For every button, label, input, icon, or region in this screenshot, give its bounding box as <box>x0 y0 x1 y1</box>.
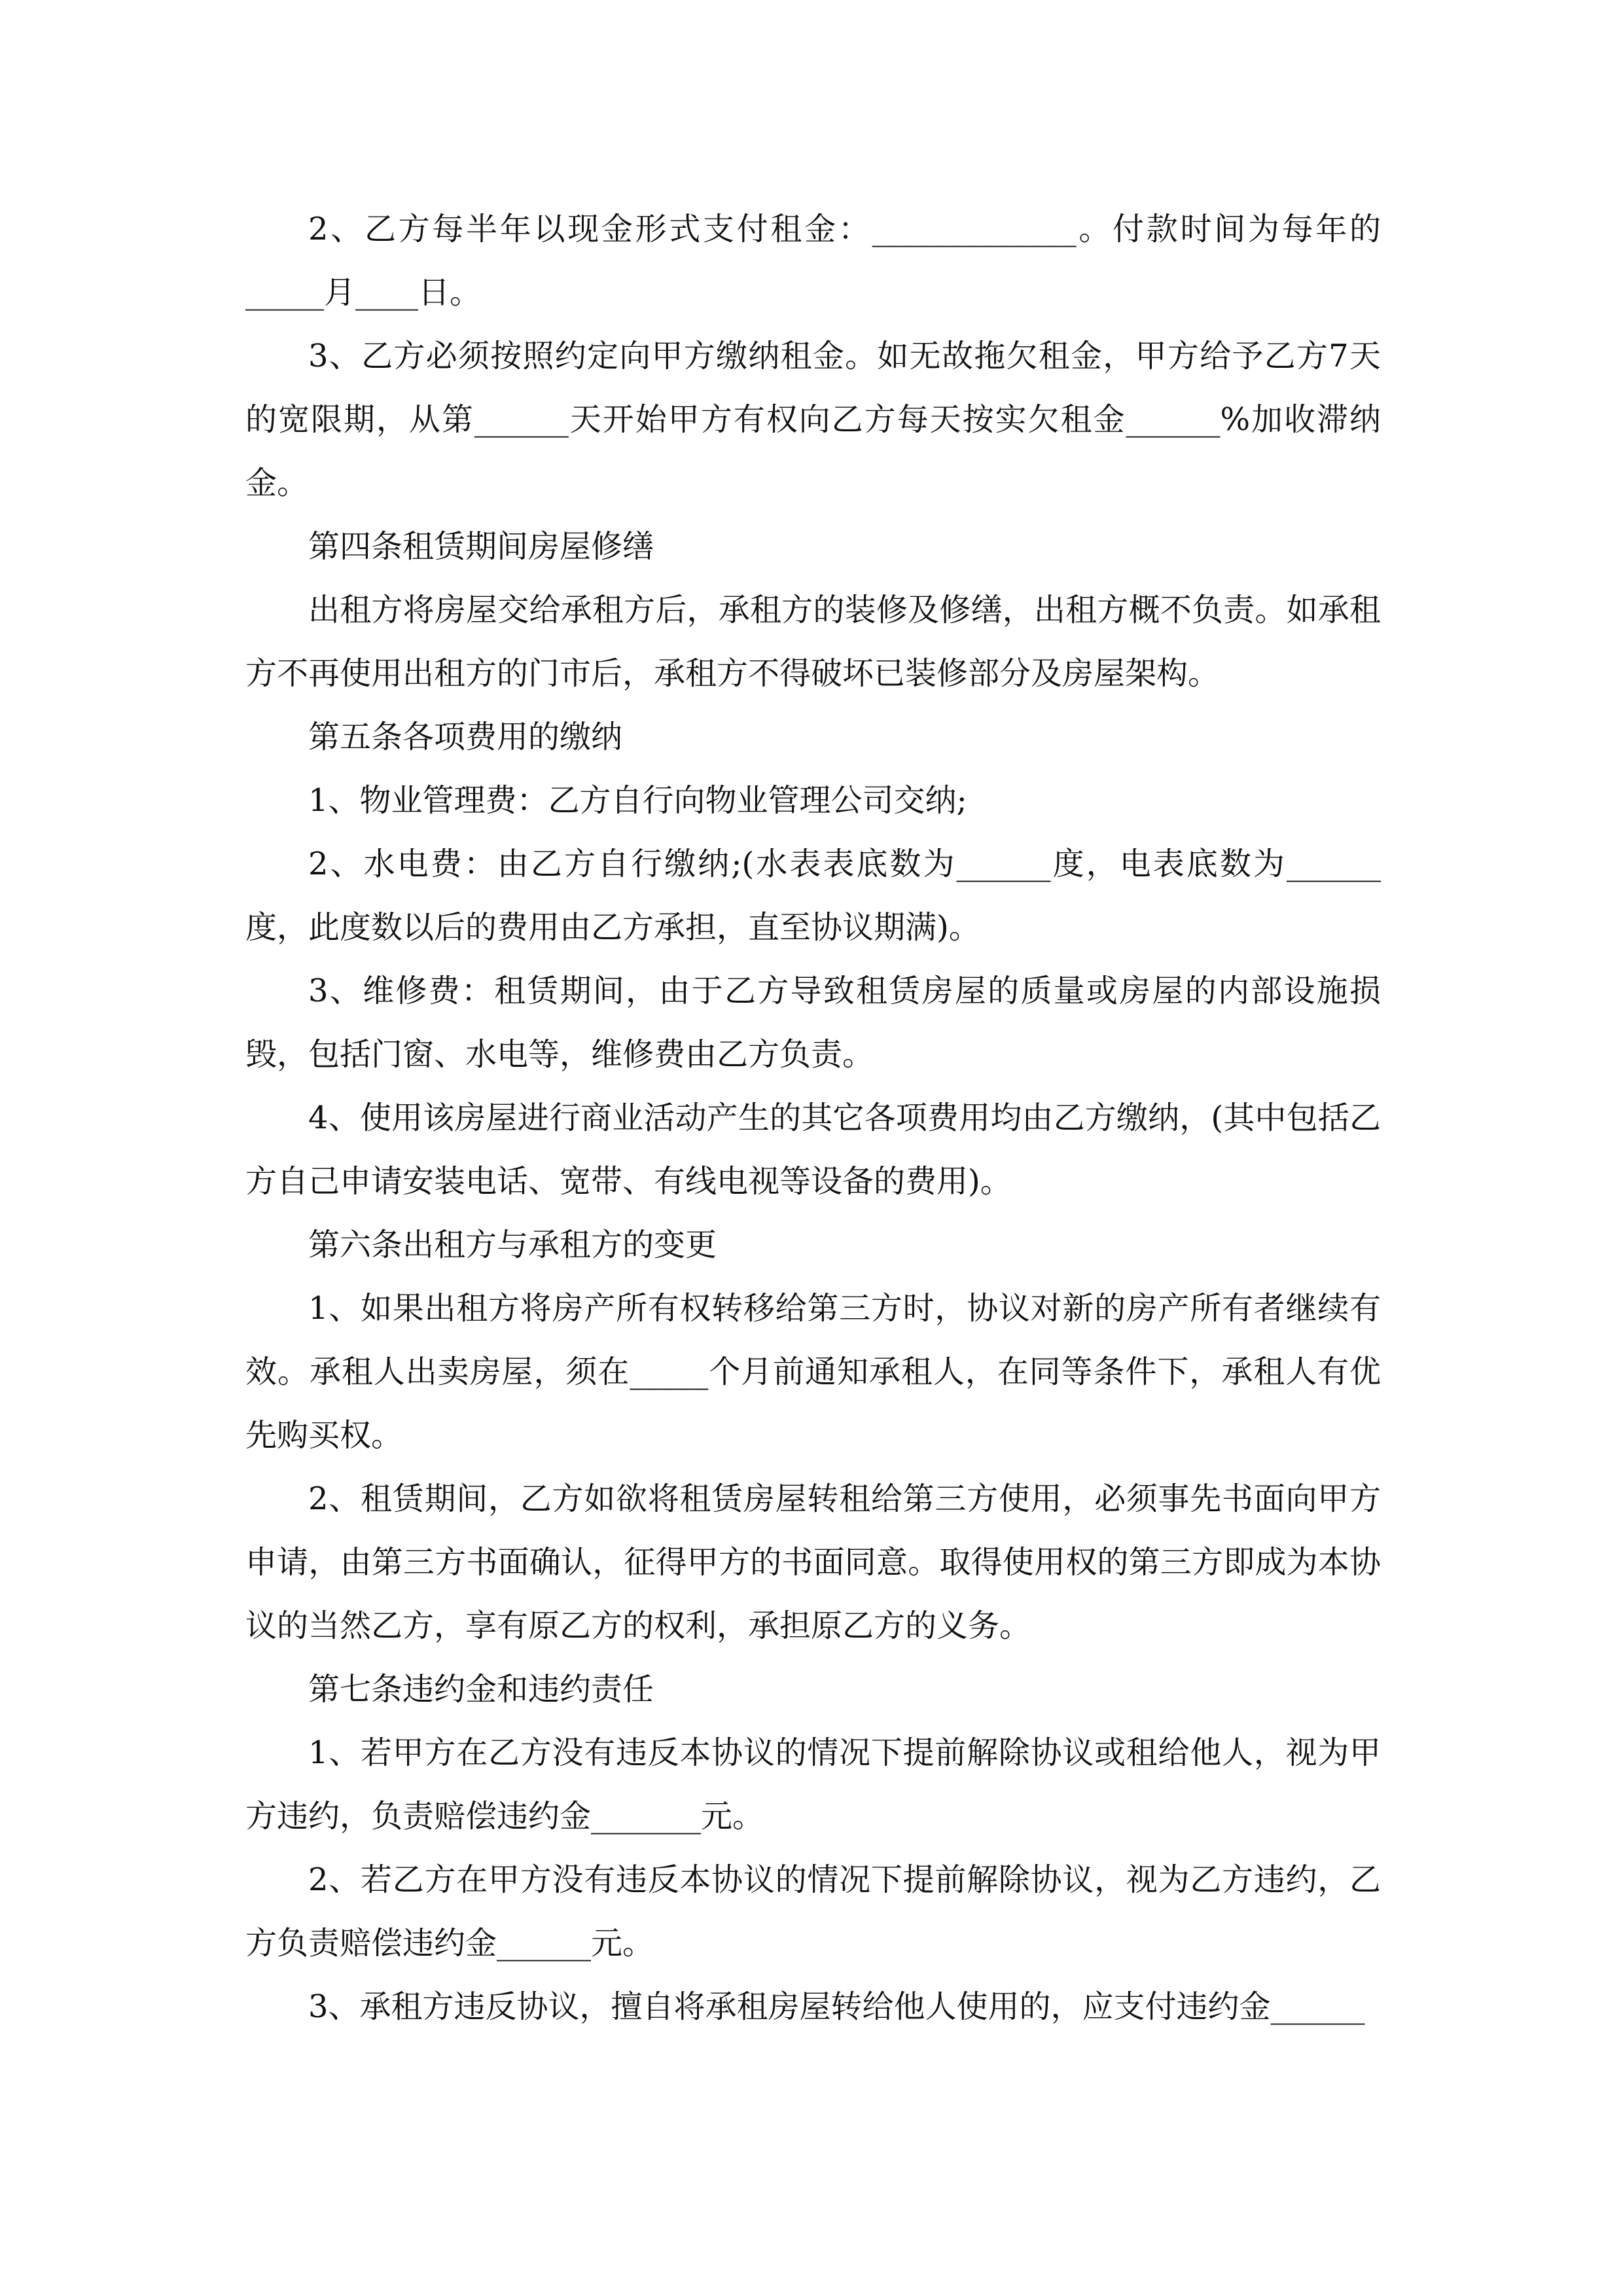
paragraph-property-fee: 1、物业管理费：乙方自行向物业管理公司交纳; <box>308 782 967 819</box>
paragraph-lessee-breach: 2、若乙方在甲方没有违反本协议的情况下提前解除协议，视为乙方违约，乙方负责赔偿违约金______元。 <box>245 1861 1381 1962</box>
paragraph-other-fees: 4、使用该房屋进行商业活动产生的其它各项费用均由乙方缴纳，(其中包括乙方自己申请安装电话、宽带、有线电视等设备的费用)。 <box>245 1100 1381 1200</box>
paragraph-lessor-breach: 1、若甲方在乙方没有违反本协议的情况下提前解除协议或租给他人，视为甲方违约，负责赔偿违约金_______元。 <box>245 1734 1381 1835</box>
paragraph-unauthorized-transfer: 3、承租方违反协议，擅自将承租房屋转给他人使用的，应支付违约金______ <box>308 1988 1365 2025</box>
section-heading-article-7: 第七条违约金和违约责任 <box>308 1671 654 1708</box>
paragraph-rent-payment: 2、乙方每半年以现金形式支付租金：_____________。付款时间为每年的_____月____日。 <box>245 211 1381 311</box>
section-heading-article-4: 第四条租赁期间房屋修缮 <box>308 528 654 565</box>
paragraph-sublease: 2、租赁期间，乙方如欲将租赁房屋转租给第三方使用，必须事先书面向甲方申请，由第三方书面确认，征得甲方的书面同意。取得使用权的第三方即成为本协议的当然乙方，享有原乙方的权利，承担原乙方的义务。 <box>245 1480 1381 1644</box>
section-heading-article-6: 第六条出租方与承租方的变更 <box>308 1227 717 1263</box>
section-heading-article-5: 第五条各项费用的缴纳 <box>308 719 623 755</box>
paragraph-ownership-transfer: 1、如果出租方将房产所有权转移给第三方时，协议对新的房产所有者继续有效。承租人出卖房屋，须在_____个月前通知承租人，在同等条件下，承租人有优先购买权。 <box>245 1290 1381 1454</box>
paragraph-late-fee: 3、乙方必须按照约定向甲方缴纳租金。如无故拖欠租金，甲方给予乙方7天的宽限期，从第______天开始甲方有权向乙方每天按实欠租金______%加收滞纳金。 <box>245 338 1381 501</box>
paragraph-repairs: 出租方将房屋交给承租方后，承租方的装修及修缮，出租方概不负责。如承租方不再使用出租方的门市后，承租方不得破坏已装修部分及房屋架构。 <box>245 592 1381 692</box>
paragraph-maintenance: 3、维修费：租赁期间，由于乙方导致租赁房屋的质量或房屋的内部设施损毁，包括门窗、水电等，维修费由乙方负责。 <box>245 973 1381 1073</box>
document-body <box>245 198 1381 2039</box>
paragraph-utilities: 2、水电费：由乙方自行缴纳;(水表表底数为______度，电表底数为______度，此度数以后的费用由乙方承担，直至协议期满)。 <box>245 846 1381 946</box>
